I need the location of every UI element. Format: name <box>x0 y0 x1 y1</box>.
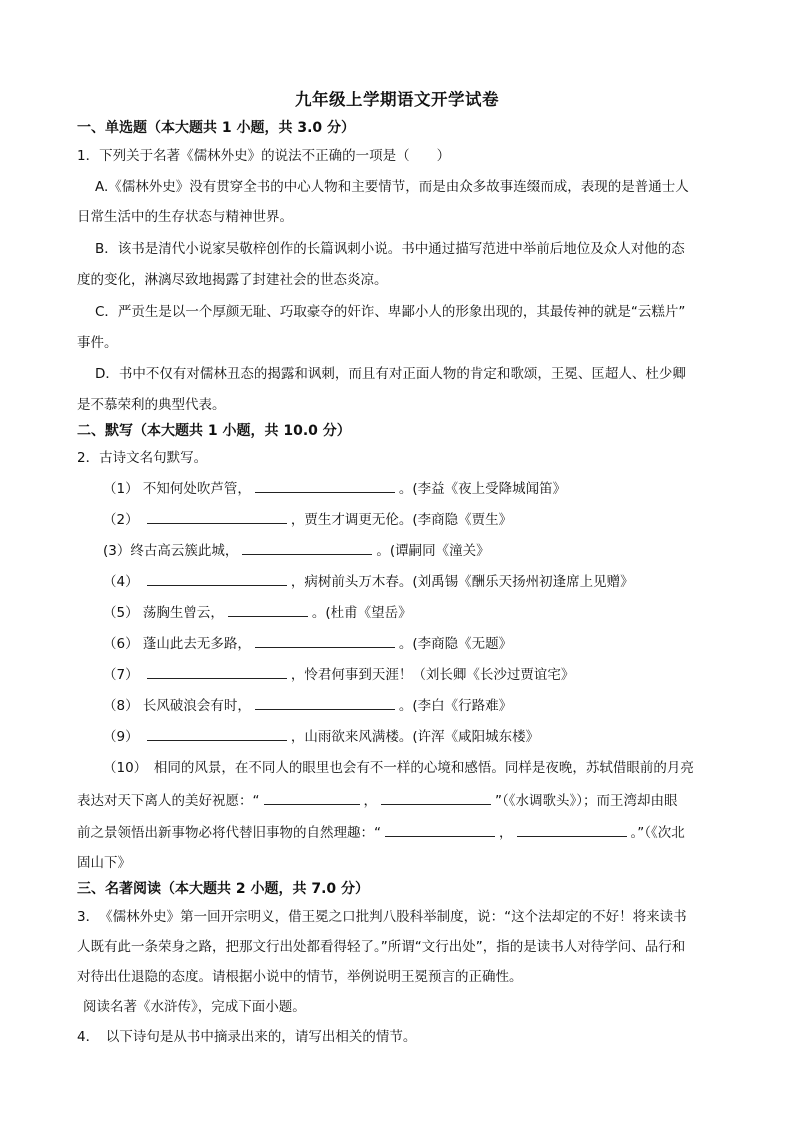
dictation-item-10-line-1: （10） 相同的风景，在不同人的眼里也会有不一样的心境和感悟。同样是夜晚，苏轼借眼前的月亮 <box>103 760 694 776</box>
dictation-item-10-line-4: 固山下》 <box>77 855 131 871</box>
question-1: 1．下列关于名著《儒林外史》的说法不正确的一项是（ ） <box>77 148 451 164</box>
answer-blank[interactable] <box>255 478 395 493</box>
option-b-line-1: B．该书是清代小说家吴敬梓创作的长篇讽刺小说。书中通过描写范进中举前后地位及众人对他的态 <box>95 241 685 257</box>
question-4: 4． 以下诗句是从书中摘录出来的，请写出相关的情节。 <box>77 1029 417 1045</box>
option-c-line-1: C．严贡生是以一个厚颜无耻、巧取豪夺的奸诈、卑鄙小人的形象出现的，其最传神的就是“云糕片” <box>95 304 686 320</box>
answer-blank[interactable] <box>381 790 491 805</box>
dictation-item-8: （8） 长风破浪会有时， 。(李白《行路难》 <box>103 695 754 716</box>
option-b-line-2: 度的变化，淋漓尽致地揭露了封建社会的世态炎凉。 <box>77 272 388 288</box>
dictation-item-4: （4） ，病树前头万木春。(刘禹锡《酬乐天扬州初逢席上见赠》 <box>103 571 754 592</box>
question-3-line-2: 人既有此一条荣身之路，把那文行出处都看得轻了。”所谓“文行出处”，指的是读书人对待学问、品行和 <box>77 939 686 955</box>
dictation-item-10-line-3: 前之景领悟出新事物必将代替旧事物的自然理趣：“ ， 。”（《次北 <box>77 822 754 843</box>
question-3-line-1: 3． 《儒林外史》第一回开宗明义，借王冕之口批判八股科举制度，说：“这个法却定的不好！将来读书 <box>77 909 687 925</box>
dictation-item-2: （2） ，贾生才调更无伦。(李商隐《贾生》 <box>103 509 754 530</box>
answer-blank[interactable] <box>264 790 360 805</box>
dictation-item-10-line-2: 表达对天下离人的美好祝愿：“ ， ”（《水调歌头》）；而王湾却由眼 <box>77 790 754 811</box>
dictation-item-6: （6） 蓬山此去无多路， 。(李商隐《无题》 <box>103 633 754 654</box>
answer-blank[interactable] <box>147 664 287 679</box>
option-a-line-2: 日常生活中的生存状态与精神世界。 <box>77 209 293 225</box>
answer-blank[interactable] <box>147 509 287 524</box>
answer-blank[interactable] <box>147 726 287 741</box>
option-c-line-2: 事件。 <box>77 335 118 351</box>
answer-blank[interactable] <box>517 822 627 837</box>
section-header-reading: 三、名著阅读（本大题共 2 小题，共 7.0 分） <box>77 881 370 897</box>
dictation-item-5: （5） 荡胸生曾云， 。(杜甫《望岳》 <box>103 602 754 623</box>
answer-blank[interactable] <box>255 695 395 710</box>
dictation-item-3: (3）终古高云簇此城， 。(谭嗣同《潼关》 <box>103 540 754 561</box>
reading-intro: 阅读名著《水浒传》，完成下面小题。 <box>83 999 306 1015</box>
section-header-single-choice: 一、单选题（本大题共 1 小题，共 3.0 分） <box>77 120 356 136</box>
dictation-item-7: （7） ，怜君何事到天涯！（刘长卿《长沙过贾谊宅》 <box>103 664 754 685</box>
answer-blank[interactable] <box>255 633 395 648</box>
question-3-line-3: 对待出仕退隐的态度。请根据小说中的情节，举例说明王冕预言的正确性。 <box>77 969 523 985</box>
option-a-line-1: A.《儒林外史》没有贯穿全书的中心人物和主要情节，而是由众多故事连缀而成，表现的是普通士人 <box>95 179 689 195</box>
answer-blank[interactable] <box>228 602 308 617</box>
answer-blank[interactable] <box>147 571 287 586</box>
dictation-item-9: （9） ，山雨欲来风满楼。(许浑《咸阳城东楼》 <box>103 726 754 747</box>
option-d-line-2: 是不慕荣利的典型代表。 <box>77 397 226 413</box>
option-d-line-1: D．书中不仅有对儒林丑态的揭露和讽刺，而且有对正面人物的肯定和歌颂，王冕、匡超人、杜少卿 <box>95 366 686 382</box>
answer-blank[interactable] <box>385 822 495 837</box>
section-header-dictation: 二、默写（本大题共 1 小题，共 10.0 分） <box>77 423 351 439</box>
dictation-item-1: （1） 不知何处吹芦管， 。(李益《夜上受降城闻笛》 <box>103 478 754 499</box>
question-2: 2．古诗文名句默写。 <box>77 450 208 466</box>
answer-blank[interactable] <box>242 540 372 555</box>
page-title: 九年级上学期语文开学试卷 <box>295 90 499 109</box>
